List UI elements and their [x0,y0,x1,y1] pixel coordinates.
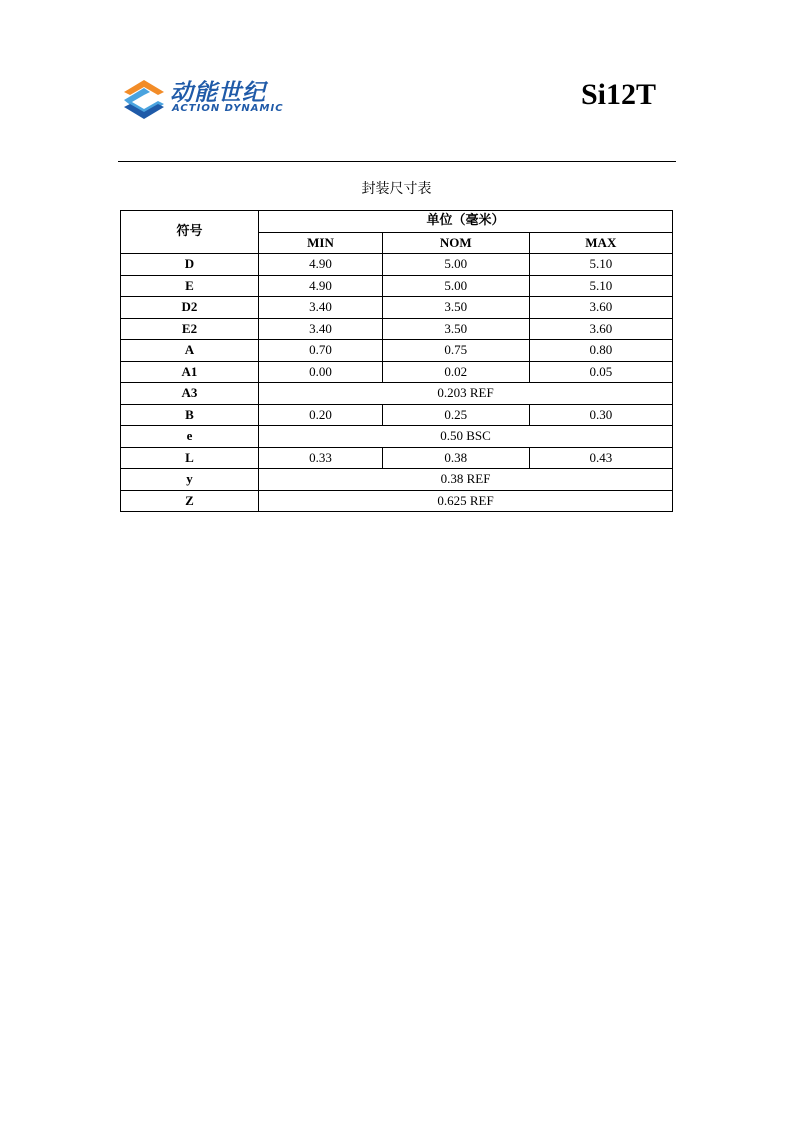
min-value-cell: 4.90 [259,254,383,276]
package-dimensions-table [120,210,673,512]
min-header: MIN [259,232,383,254]
max-value-cell: 0.80 [529,340,672,362]
max-value-cell: 3.60 [529,318,672,340]
table-row [121,318,673,340]
table-row [121,404,673,426]
table-row [121,361,673,383]
table-row [121,469,673,491]
reference-value-cell: 0.625 REF [259,490,673,512]
reference-value-cell: 0.50 BSC [259,426,673,448]
max-value-cell: 3.60 [529,297,672,319]
min-value-cell: 4.90 [259,275,383,297]
table-row [121,340,673,362]
symbol-cell: A1 [121,361,259,383]
min-value-cell: 0.70 [259,340,383,362]
min-value-cell: 0.00 [259,361,383,383]
table-body [121,254,673,512]
max-value-cell: 5.10 [529,275,672,297]
logo-chinese-name: 动能世纪 [170,80,266,106]
min-value-cell: 0.33 [259,447,383,469]
symbol-cell: A [121,340,259,362]
logo-mark-icon [120,76,168,120]
table-row [121,426,673,448]
nom-value-cell: 5.00 [382,254,529,276]
max-value-cell: 0.05 [529,361,672,383]
table-row [121,297,673,319]
symbol-cell: L [121,447,259,469]
min-value-cell: 3.40 [259,297,383,319]
max-value-cell: 0.30 [529,404,672,426]
min-value-cell: 3.40 [259,318,383,340]
symbol-cell: D [121,254,259,276]
table-row [121,490,673,512]
nom-value-cell: 0.02 [382,361,529,383]
symbol-cell: y [121,469,259,491]
table-row [121,275,673,297]
symbol-cell: E [121,275,259,297]
company-logo [120,74,290,120]
nom-value-cell: 3.50 [382,318,529,340]
symbol-cell: Z [121,490,259,512]
symbol-cell: E2 [121,318,259,340]
logo-english-name: ACTION DYNAMIC [172,103,284,114]
symbol-header: 符号 [121,211,259,254]
model-number: Si12T [580,78,656,111]
header-divider [118,161,676,162]
symbol-cell: D2 [121,297,259,319]
table-row [121,383,673,405]
unit-header: 单位（毫米） [259,211,673,233]
max-header: MAX [529,232,672,254]
nom-value-cell: 0.25 [382,404,529,426]
table-row [121,447,673,469]
table-header-row [121,211,673,233]
nom-value-cell: 5.00 [382,275,529,297]
nom-value-cell: 3.50 [382,297,529,319]
min-value-cell: 0.20 [259,404,383,426]
reference-value-cell: 0.203 REF [259,383,673,405]
nom-value-cell: 0.38 [382,447,529,469]
symbol-cell: e [121,426,259,448]
symbol-cell: B [121,404,259,426]
table-row [121,254,673,276]
table-caption: 封装尺寸表 [361,181,432,197]
max-value-cell: 5.10 [529,254,672,276]
symbol-cell: A3 [121,383,259,405]
max-value-cell: 0.43 [529,447,672,469]
reference-value-cell: 0.38 REF [259,469,673,491]
nom-value-cell: 0.75 [382,340,529,362]
nom-header: NOM [382,232,529,254]
